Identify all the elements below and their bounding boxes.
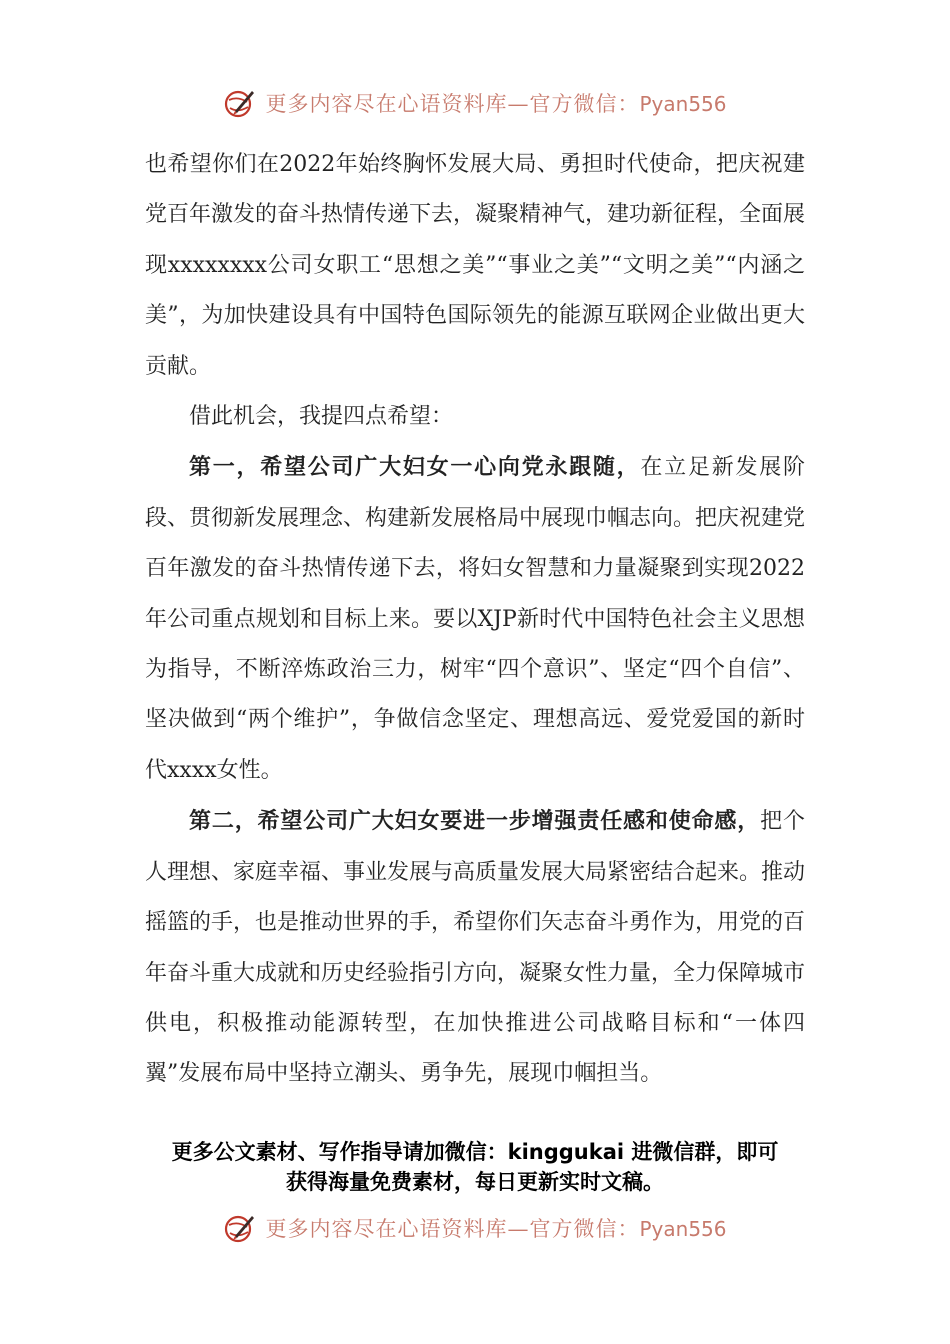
footer-note-line-1: 更多公文素材、写作指导请加微信：kinggukai 进微信群，即可 bbox=[171, 1140, 779, 1164]
paragraph-text: 也希望你们在2022年始终胸怀发展大局、勇担时代使命，把庆祝建党百年激发的奋斗热情传递下去，凝聚精神气，建功新征程，全面展现xxxxxxxx公司女职工“思想之美”“事业之美”“文明之美”“内涵之美”，为加快建设具有中国特色国际领先的能源互联网企业做出更大贡献。 bbox=[145, 152, 806, 379]
pen-globe-logo-icon bbox=[223, 1211, 257, 1245]
watermark-text: 更多内容尽在心语资料库—官方微信：Pyan556 bbox=[265, 92, 727, 116]
watermark-wechat-id: Pyan556 bbox=[639, 92, 727, 116]
watermark-wechat-id: Pyan556 bbox=[639, 1217, 727, 1241]
paragraph-lead: 第一，希望公司广大妇女一心向党永跟随， bbox=[189, 454, 641, 481]
paragraph-first-hope bbox=[145, 442, 805, 796]
paragraph-text: 借此机会，我提四点希望： bbox=[189, 404, 454, 430]
paragraph-text: 在立足新发展阶段、贯彻新发展理念、构建新发展格局中展现巾帼志向。把庆祝建党百年激发的奋斗热情传递下去，将妇女智慧和力量凝聚到实现2022年公司重点规划和目标上来。要以XJP新时代中国特色社会主义思想为指导，不断淬炼政治三力，树牢“四个意识”、坚定“四个自信”、坚决做到“两个维护”，争做信念坚定、理想高远、爱党爱国的新时代xxxx女性。 bbox=[145, 455, 806, 783]
paragraph-lead: 第二，希望公司广大妇女要进一步增强责任感和使命感， bbox=[189, 808, 761, 835]
paragraph-four-hopes-intro bbox=[145, 392, 805, 442]
watermark-text: 更多内容尽在心语资料库—官方微信：Pyan556 bbox=[265, 1217, 727, 1241]
paragraph-second-hope bbox=[145, 796, 805, 1099]
footer-promo-note bbox=[100, 1137, 850, 1197]
document-body bbox=[145, 140, 805, 1100]
header-watermark bbox=[0, 83, 950, 123]
footer-watermark bbox=[0, 1208, 950, 1248]
paragraph-text: 把个人理想、家庭幸福、事业发展与高质量发展大局紧密结合起来。推动摇篮的手，也是推动世界的手，希望你们矢志奋斗勇作为，用党的百年奋斗重大成就和历史经验指引方向，凝聚女性力量，全力保障城市供电，积极推动能源转型，在加快推进公司战略目标和“一体四翼”发展布局中坚持立潮头、勇争先，展现巾帼担当。 bbox=[145, 809, 806, 1087]
paragraph-closing-wishes bbox=[145, 140, 805, 392]
footer-note-line-2: 获得海量免费素材，每日更新实时文稿。 bbox=[286, 1170, 664, 1194]
pen-globe-logo-icon bbox=[223, 86, 257, 120]
